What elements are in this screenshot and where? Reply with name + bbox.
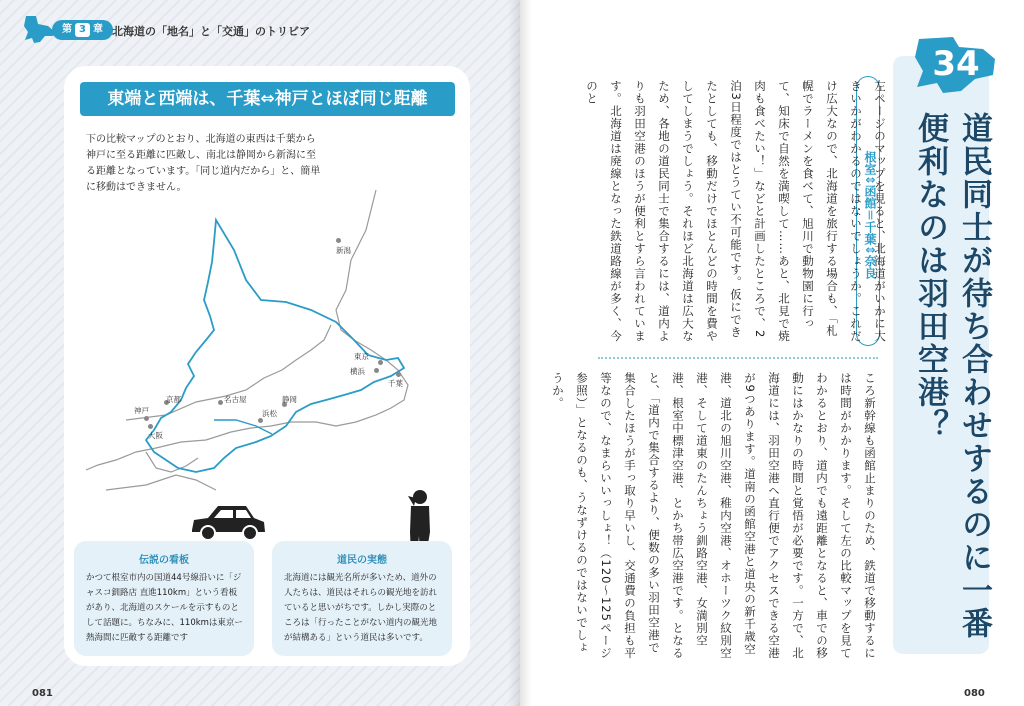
topic-number: 34 [932,44,980,84]
body-text-top: 左ページのマップを見ると、北海道がいかに大きいかがわかるのではないでしょうか。これだけ広大なので、北海道を旅行する場合も、「札幌でラーメンを食べて、旭川で動物園に行って、知床で自然を満喫して……あと、北見で焼肉も食べたい！」などと計画したところで、2泊3日程度ではとうてい不可能です。仮にできたとしても、移動だけでほとんどの時間を費やしてしまうでしょう。それほど北海道は広大なため、各地の道民同士で集合するには、道内よりも羽田空港のほうが便利とすら言われています。北海道は廃線となった鉄道路線が多く、今のと [585,80,887,343]
section-divider [598,357,878,359]
city-hamamatsu: 浜松 [262,409,277,418]
subheading: 根室⇕函館＝千葉⇕奈良 [856,76,880,346]
city-niigata: 新潟 [336,246,351,255]
chapter-number: 3 [75,23,90,37]
city-marker [374,368,379,373]
page-number-right: 080 [964,688,985,699]
map-banner: 東端と西端は、千葉⇔神戸とほぼ同じ距離 [80,82,455,116]
info-box-title: 道民の実態 [337,555,387,566]
city-nagoya: 名古屋 [224,395,247,404]
city-marker [396,372,401,377]
city-osaka: 大阪 [148,431,163,440]
page-number-left: 081 [32,688,53,699]
chapter-title: 北海道の「地名」と「交通」のトリビア [112,25,310,38]
city-marker [218,400,223,405]
city-yokohama: 横浜 [350,367,365,376]
city-marker [144,416,149,421]
city-tokyo: 東京 [354,352,369,361]
info-box-legend [74,541,254,656]
city-marker [378,360,383,365]
page-title: 道民同士が待ち合わせするのに一番便利なのは羽田空港？ [912,112,992,640]
chapter-suffix: 章 [92,24,103,35]
map-outline [86,190,456,510]
chapter-badge [52,20,113,40]
info-box-text: かつて根室市内の国道44号線沿いに「ジャスコ釧路店 直進110km」という看板があり、北海道のスケールを示すものとして話題に。ちなみに、110kmは東京ー熱海間に匹敵する距離です [86,573,243,643]
city-kobe: 神戸 [134,406,149,415]
city-shizuoka: 静岡 [282,395,297,404]
page-gutter [508,0,532,706]
body-text-bottom: ころ新幹線も函館止まりのため、鉄道で移動するには時間がかかります。そして左の比較マップを見てわかるとおり、道内でも遠距離となると、車での移動にはかなりの時間と覚悟が必要です。一方で、北海道には、羽田空港へ直行便でアクセスできる空港が9つあります。道南の函館空港と道央の新千歳空港、道北の旭川空港、稚内空港、オホーツク紋別空港、そして道東のたんちょう釧路空港、女満別空港、根室中標津空港、とかち帯広空港です。となると、「道内で集合するより、便数の多い羽田空港で集合したほうが手っ取り早いし、交通費の負担も平等なので、なまらいいっしょ！（120〜125ページ参照）」となるのも、うなずけるのではないでしょうか。 [551,372,877,660]
comparison-map [86,190,456,510]
city-marker [336,238,341,243]
city-kyoto: 京都 [166,395,181,404]
info-box-title: 伝説の看板 [139,555,189,566]
car-icon [188,500,268,544]
city-marker [148,424,153,429]
hokkaido-logo-icon [22,14,56,46]
map-intro-text: 下の比較マップのとおり、北海道の東西は千葉から神戸に至る距離に匹敵し、南北は静岡から新潟に至る距離となっています。「同じ道内だから」と、簡単に移動はできません。 [86,134,321,193]
info-box-text: 北海道には観光名所が多いため、道外の人たちは、道民はそれらの観光地を訪れていると思いがちです。しかし実際のところは「行ったことがない道内の観光地が結構ある」という道民は多いです。 [284,573,438,643]
city-chiba: 千葉 [388,379,403,388]
chapter-prefix: 第 [62,24,72,35]
info-box-reality [272,541,452,656]
